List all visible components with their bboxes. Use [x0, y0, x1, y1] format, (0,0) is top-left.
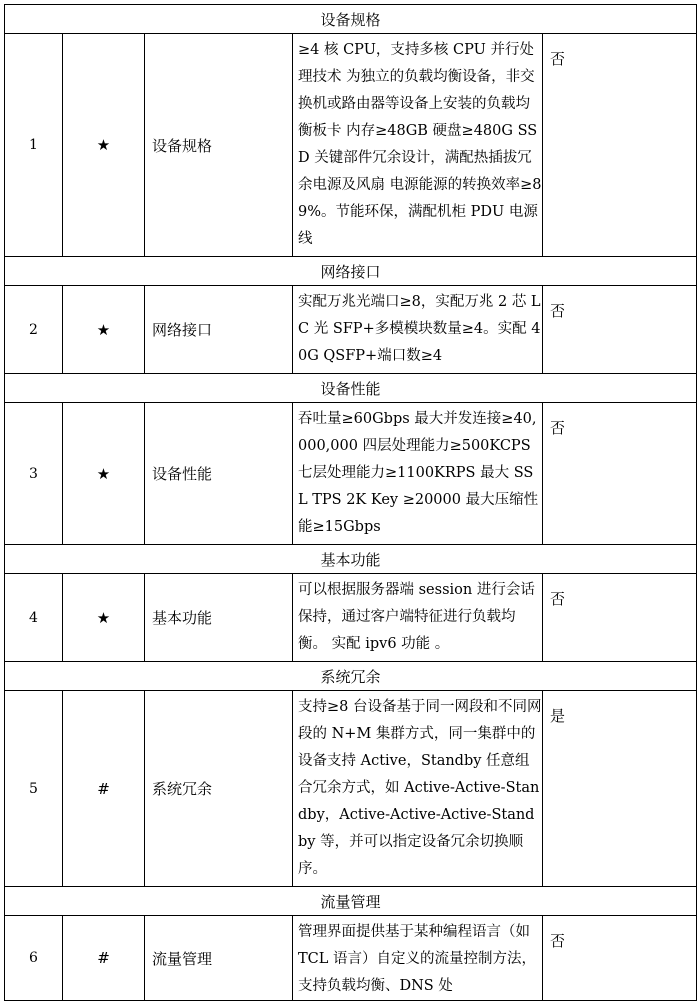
- item-name: 网络接口: [145, 286, 293, 374]
- item-description: ≥4 核 CPU，支持多核 CPU 并行处理技术 为独立的负载均衡设备，非交换机或路由器等设备上安装的负载均衡板卡 内存≥48GB 硬盘≥480G SSD 关键部件冗余设计，满配热插拔冗余电源及风扇 电源能源的转换效率≥89%。节能环保，满配机柜 PDU 电源线: [293, 34, 543, 257]
- section-header-row: [5, 374, 697, 403]
- item-number: 1: [5, 34, 63, 257]
- item-answer: 否: [543, 34, 697, 257]
- item-name: 设备性能: [145, 403, 293, 545]
- item-name: 设备规格: [145, 34, 293, 257]
- section-title: 基本功能: [5, 545, 697, 574]
- section-title: 设备性能: [5, 374, 697, 403]
- section-header-row: [5, 662, 697, 691]
- table-row: [5, 691, 697, 887]
- item-number: 5: [5, 691, 63, 887]
- priority-mark: #: [63, 916, 145, 1001]
- table-row: [5, 403, 697, 545]
- section-title: 流量管理: [5, 887, 697, 916]
- section-header-row: [5, 5, 697, 34]
- section-header-row: [5, 887, 697, 916]
- item-description: 管理界面提供基于某种编程语言（如 TCL 语言）自定义的流量控制方法，支持负载均衡、DNS 处: [293, 916, 543, 1001]
- item-answer: 否: [543, 574, 697, 662]
- section-header-row: [5, 257, 697, 286]
- section-title: 系统冗余: [5, 662, 697, 691]
- table-row: [5, 34, 697, 257]
- section-header-row: [5, 545, 697, 574]
- table-row: [5, 286, 697, 374]
- item-answer: 否: [543, 286, 697, 374]
- item-answer: 否: [543, 403, 697, 545]
- priority-mark: ★: [63, 34, 145, 257]
- item-name: 流量管理: [145, 916, 293, 1001]
- priority-mark: #: [63, 691, 145, 887]
- item-number: 3: [5, 403, 63, 545]
- item-name: 系统冗余: [145, 691, 293, 887]
- priority-mark: ★: [63, 574, 145, 662]
- item-description: 可以根据服务器端 session 进行会话保持，通过客户端特征进行负载均衡。 实配 ipv6 功能 。: [293, 574, 543, 662]
- item-name: 基本功能: [145, 574, 293, 662]
- table-row: [5, 574, 697, 662]
- section-title: 网络接口: [5, 257, 697, 286]
- item-number: 4: [5, 574, 63, 662]
- table-row: [5, 916, 697, 1001]
- priority-mark: ★: [63, 403, 145, 545]
- section-title: 设备规格: [5, 5, 697, 34]
- priority-mark: ★: [63, 286, 145, 374]
- item-description: 吞吐量≥60Gbps 最大并发连接≥40,000,000 四层处理能力≥500KCPS 七层处理能力≥1100KRPS 最大 SSL TPS 2K Key ≥20000 最大压缩性能≥15Gbps: [293, 403, 543, 545]
- item-number: 2: [5, 286, 63, 374]
- item-description: 实配万兆光端口≥8，实配万兆 2 芯 LC 光 SFP+多模模块数量≥4。实配 40G QSFP+端口数≥4: [293, 286, 543, 374]
- item-number: 6: [5, 916, 63, 1001]
- spec-table: [4, 4, 697, 1001]
- item-answer: 否: [543, 916, 697, 1001]
- item-answer: 是: [543, 691, 697, 887]
- item-description: 支持≥8 台设备基于同一网段和不同网段的 N+M 集群方式，同一集群中的设备支持 Active，Standby 任意组合冗余方式，如 Active-Active-Standby，Active-Active-Active-Standby 等，并可以指定设备冗余切换顺序。: [293, 691, 543, 887]
